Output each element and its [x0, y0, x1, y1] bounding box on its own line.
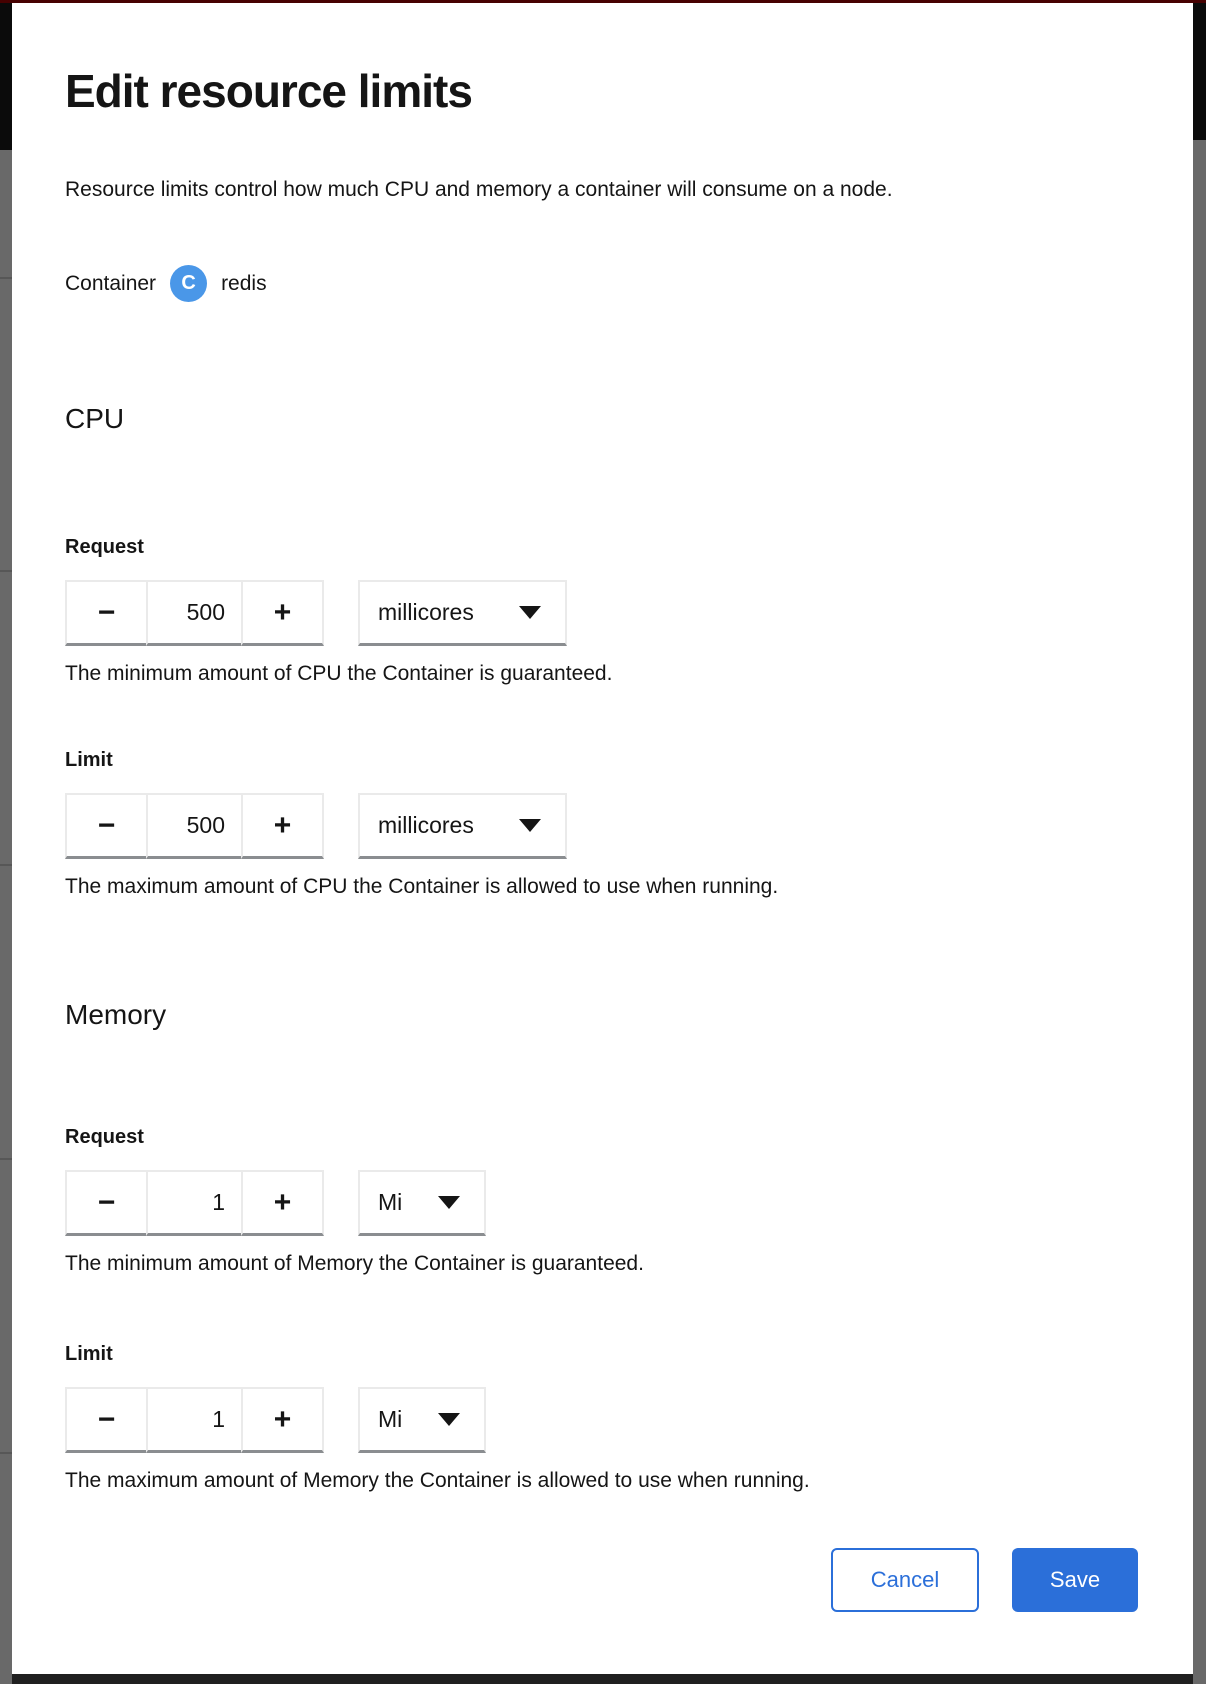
container-label: Container	[65, 271, 157, 295]
unit-selected-value: Mi	[378, 1406, 403, 1432]
cpu-request-row	[65, 580, 1138, 646]
cancel-button[interactable]: Cancel	[831, 1548, 979, 1612]
plus-button[interactable]	[241, 793, 324, 859]
caret-down-icon	[438, 1196, 460, 1209]
backdrop-corner-dark	[0, 0, 12, 150]
caret-down-icon	[519, 819, 541, 832]
cpu-limit-input[interactable]	[146, 793, 243, 859]
plus-icon: +	[273, 595, 292, 629]
minus-icon: −	[97, 1402, 116, 1436]
backdrop-divider	[0, 1158, 12, 1160]
memory-limit-row	[65, 1387, 1138, 1453]
caret-down-icon	[438, 1413, 460, 1426]
dialog-footer	[65, 1548, 1138, 1612]
plus-button[interactable]	[241, 1170, 324, 1236]
save-button[interactable]: Save	[1012, 1548, 1138, 1612]
unit-selected-value: millicores	[378, 812, 474, 838]
memory-request-stepper	[65, 1170, 324, 1236]
minus-button[interactable]	[65, 1387, 148, 1453]
plus-icon: +	[273, 1185, 292, 1219]
container-resource-icon: C	[170, 265, 207, 302]
cpu-request-stepper	[65, 580, 324, 646]
cpu-request-input[interactable]	[146, 580, 243, 646]
container-name: redis	[221, 271, 267, 295]
plus-icon: +	[273, 1402, 292, 1436]
memory-request-input[interactable]	[146, 1170, 243, 1236]
memory-request-label: Request	[65, 1126, 144, 1148]
cpu-limit-label: Limit	[65, 749, 113, 771]
memory-limit-helper: The maximum amount of Memory the Container is allowed to use when running.	[65, 1469, 810, 1492]
memory-limit-input[interactable]	[146, 1387, 243, 1453]
cpu-limit-helper: The maximum amount of CPU the Container is allowed to use when running.	[65, 875, 779, 898]
section-heading-cpu: CPU	[65, 403, 125, 434]
minus-icon: −	[97, 595, 116, 629]
backdrop-divider	[0, 570, 12, 572]
container-row	[65, 265, 1138, 302]
memory-request-helper: The minimum amount of Memory the Container is guaranteed.	[65, 1252, 644, 1275]
backdrop-right-strip	[1193, 0, 1206, 1684]
memory-limit-label: Limit	[65, 1343, 113, 1365]
backdrop-left-strip	[0, 0, 12, 1684]
edit-resource-limits-dialog	[12, 3, 1193, 1674]
dialog-description: Resource limits control how much CPU and memory a container will consume on a node.	[65, 178, 893, 201]
cpu-request-helper: The minimum amount of CPU the Container is guaranteed.	[65, 662, 613, 685]
unit-selected-value: Mi	[378, 1189, 403, 1215]
cpu-limit-row	[65, 793, 1138, 859]
memory-limit-stepper	[65, 1387, 324, 1453]
section-heading-memory: Memory	[65, 999, 167, 1030]
backdrop-divider	[0, 864, 12, 866]
cpu-request-label: Request	[65, 536, 144, 558]
backdrop-corner-dark	[1193, 0, 1206, 140]
cpu-limit-unit-dropdown[interactable]	[358, 793, 567, 859]
plus-button[interactable]	[241, 580, 324, 646]
caret-down-icon	[519, 606, 541, 619]
memory-limit-unit-dropdown[interactable]	[358, 1387, 486, 1453]
plus-button[interactable]	[241, 1387, 324, 1453]
backdrop-divider	[0, 277, 12, 279]
memory-request-row	[65, 1170, 1138, 1236]
memory-request-unit-dropdown[interactable]	[358, 1170, 486, 1236]
cpu-request-unit-dropdown[interactable]	[358, 580, 567, 646]
minus-button[interactable]	[65, 580, 148, 646]
plus-icon: +	[273, 808, 292, 842]
dialog-title: Edit resource limits	[65, 65, 472, 117]
backdrop-bottom-strip	[0, 1674, 1206, 1684]
unit-selected-value: millicores	[378, 599, 474, 625]
minus-icon: −	[97, 808, 116, 842]
minus-icon: −	[97, 1185, 116, 1219]
minus-button[interactable]	[65, 793, 148, 859]
minus-button[interactable]	[65, 1170, 148, 1236]
masthead-accent-line	[0, 0, 1206, 3]
cpu-limit-stepper	[65, 793, 324, 859]
backdrop-divider	[0, 1452, 12, 1454]
